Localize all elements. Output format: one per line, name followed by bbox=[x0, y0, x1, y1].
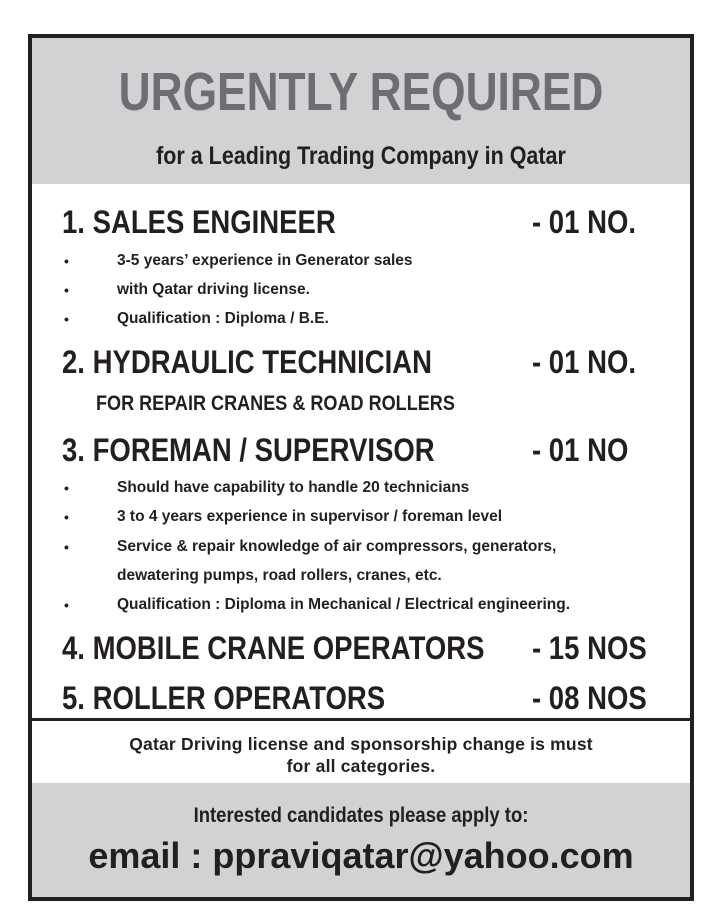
footer-band bbox=[32, 783, 690, 897]
job-1-bullet-1: 3-5 years’ experience in Generator sales bbox=[117, 252, 413, 269]
job-count-sales-engineer: - 01 NO. bbox=[532, 204, 636, 240]
job-subtitle-hydraulic-technician: FOR REPAIR CRANES & ROAD ROLLERS bbox=[96, 392, 455, 415]
job-3-bullet-4: Qualification : Diploma in Mechanical / Electrical engineering. bbox=[117, 596, 571, 613]
job-count-foreman-supervisor: - 01 NO bbox=[532, 432, 629, 468]
bullet-icon: • bbox=[64, 253, 69, 269]
note-line-2: for all categories. bbox=[286, 756, 436, 776]
job-count-roller-operators: - 08 NOS bbox=[532, 680, 647, 716]
bullet-icon: • bbox=[64, 282, 69, 298]
contact-email bbox=[32, 835, 690, 877]
divider-line bbox=[32, 718, 690, 721]
job-1-bullet-2: with Qatar driving license. bbox=[117, 281, 310, 298]
bullet-icon: • bbox=[64, 509, 69, 525]
job-3-bullet-2: 3 to 4 years experience in supervisor / foreman level bbox=[117, 508, 503, 525]
job-title-mobile-crane-operators: 4. MOBILE CRANE OPERATORS bbox=[62, 630, 485, 666]
bullet-icon: • bbox=[64, 539, 69, 555]
apply-instruction: Interested candidates please apply to: bbox=[193, 804, 529, 827]
bullet-icon: • bbox=[64, 311, 69, 327]
bullet-icon: • bbox=[64, 597, 69, 613]
job-count-mobile-crane-operators: - 15 NOS bbox=[532, 630, 647, 666]
job-count-hydraulic-technician: - 01 NO. bbox=[532, 344, 636, 380]
job-3-bullet-3: Service & repair knowledge of air compressors, generators, bbox=[117, 538, 557, 555]
note-line-1: Qatar Driving license and sponsorship change is must bbox=[129, 734, 593, 754]
job-3-bullet-1: Should have capability to handle 20 technicians bbox=[117, 479, 470, 496]
requirements-note bbox=[32, 733, 690, 777]
bullet-icon: • bbox=[64, 480, 69, 496]
headline: URGENTLY REQUIRED bbox=[118, 62, 604, 122]
job-3-bullet-3-continued: dewatering pumps, road rollers, cranes, etc. bbox=[117, 567, 442, 584]
header-band bbox=[32, 38, 690, 184]
job-title-roller-operators: 5. ROLLER OPERATORS bbox=[62, 680, 386, 716]
job-title-hydraulic-technician: 2. HYDRAULIC TECHNICIAN bbox=[62, 344, 433, 380]
job-title-foreman-supervisor: 3. FOREMAN / SUPERVISOR bbox=[62, 432, 435, 468]
job-title-sales-engineer: 1. SALES ENGINEER bbox=[62, 204, 336, 240]
advertisement-frame bbox=[28, 34, 694, 901]
email-address-link[interactable]: ppraviqatar@yahoo.com bbox=[212, 835, 634, 876]
job-1-bullet-3: Qualification : Diploma / B.E. bbox=[117, 310, 329, 327]
subheading: for a Leading Trading Company in Qatar bbox=[156, 142, 566, 170]
email-label: email : bbox=[88, 835, 203, 876]
